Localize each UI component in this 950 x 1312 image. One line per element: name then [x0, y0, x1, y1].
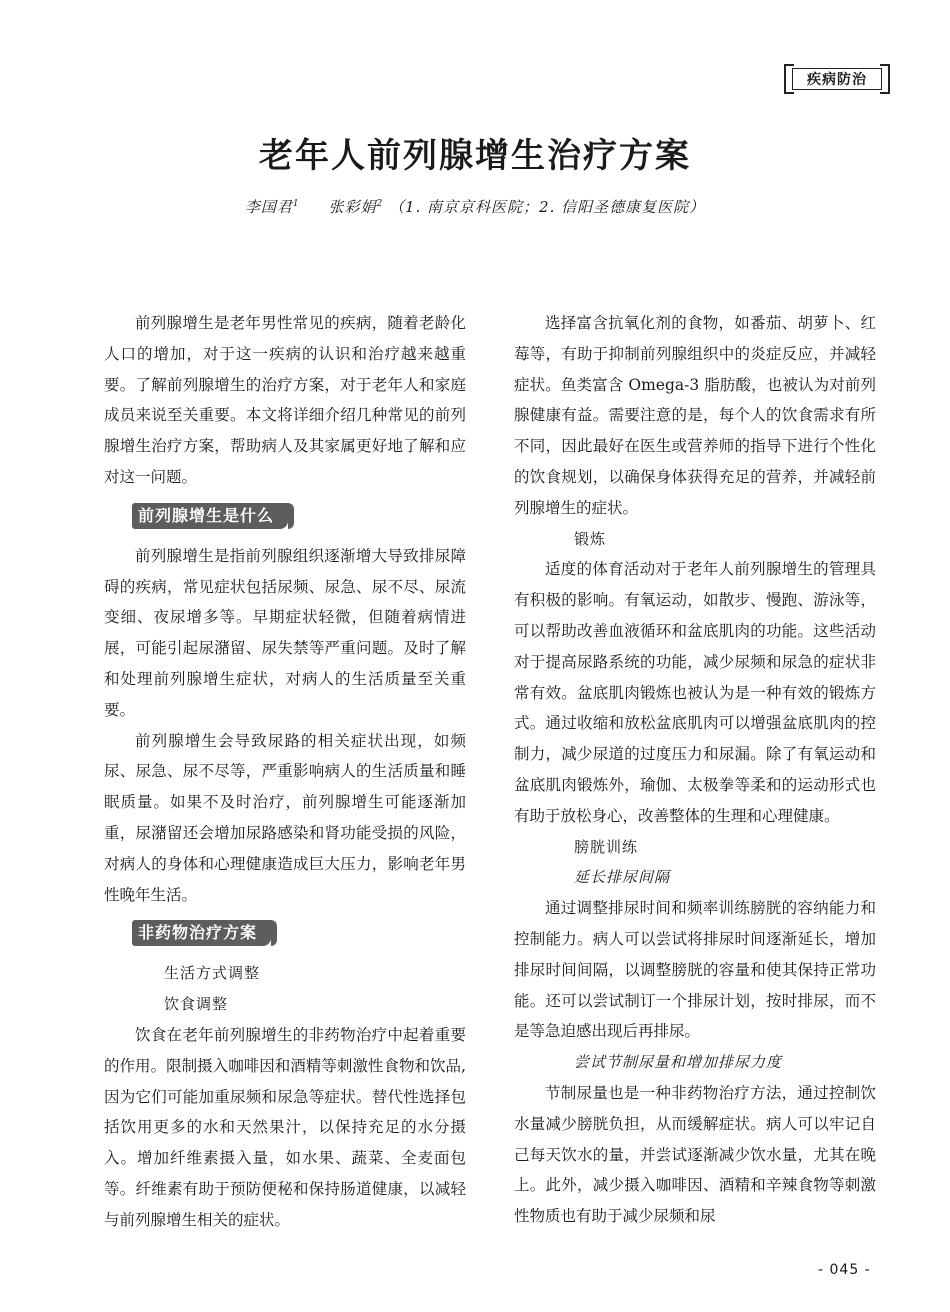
- left-column: [104, 308, 466, 1236]
- page-number: - 045 -: [818, 1262, 871, 1278]
- author-1: 李国君: [244, 198, 293, 216]
- subheading-diet: 饮食调整: [164, 995, 229, 1014]
- author-2-sup: 2: [376, 199, 384, 209]
- section-heading-what-is: 前列腺增生是什么: [132, 503, 288, 529]
- paragraph: 饮食在老年前列腺增生的非药物治疗中起着重要的作用。限制摄入咖啡因和酒精等刺激性食物和饮品,因为它们可能加重尿频和尿急等症状。替代性选择包括饮用更多的水和天然果汁，以保持充足的水分摄入。增加纤维素摄入量，如水果、蔬菜、全麦面包等。纤维素有助于预防便秘和保持肠道健康，以减轻与前列腺增生相关的症状。: [104, 1025, 466, 1229]
- author-line: [0, 196, 950, 217]
- subheading-exercise: 锻炼: [574, 529, 607, 548]
- subheading-extend-interval: 延长排尿间隔: [574, 868, 671, 887]
- paragraph: 前列腺增生会导致尿路的相关症状出现，如频尿、尿急、尿不尽等，严重影响病人的生活质量和睡眠质量。如果不及时治疗，前列腺增生可能逐渐加重，尿潴留还会增加尿路感染和肾功能受损的风险，对病人的身体和心理健康造成巨大压力，影响老年男性晚年生活。: [104, 731, 466, 904]
- subheading-control-urine: 尝试节制尿量和增加排尿力度: [574, 1053, 783, 1072]
- paragraph: 适度的体育活动对于老年人前列腺增生的管理具有积极的影响。有氧运动，如散步、慢跑、游泳等，可以帮助改善血液循环和盆底肌肉的功能。这些活动对于提高尿路系统的功能，减少尿频和尿急的症状非常有效。盆底肌肉锻炼也被认为是一种有效的锻炼方式。通过收缩和放松盆底肌肉可以增强盆底肌肉的控制力，减少尿道的过度压力和尿漏。除了有氧运动和盆底肌肉锻炼外，瑜伽、太极拳等柔和的运动形式也有助于放松身心，改善整体的生理和心理健康。: [514, 560, 876, 825]
- paragraph: 前列腺增生是指前列腺组织逐渐增大导致排尿障碍的疾病，常见症状包括尿频、尿急、尿不尽、尿流变细、夜尿增多等。早期症状轻微，但随着病情进展，可能引起尿潴留、尿失禁等严重问题。及时了解和处理前列腺增生症状，对病人的生活质量至关重要。: [104, 546, 466, 719]
- subheading-lifestyle: 生活方式调整: [164, 964, 261, 983]
- section-heading-non-drug: 非药物治疗方案: [132, 920, 271, 946]
- article-title: 老年人前列腺增生治疗方案: [259, 136, 691, 176]
- affiliations: （1. 南京京科医院；2. 信阳圣德康复医院）: [388, 198, 706, 216]
- subheading-bladder-training: 膀胱训练: [574, 837, 639, 856]
- paragraph: 选择富含抗氧化剂的食物，如番茄、胡萝卜、红莓等，有助于抑制前列腺组织中的炎症反应，并减轻症状。鱼类富含 Omega-3 脂肪酸，也被认为对前列腺健康有益。需要注意的是，每个人的饮食需求有所不同，因此最好在医生或营养师的指导下进行个性化的饮食规划，以确保身体获得充足的营养，并减轻前列腺增生的症状。: [514, 314, 876, 517]
- author-1-sup: 1: [292, 199, 300, 209]
- paragraph: 节制尿量也是一种非药物治疗方法，通过控制饮水量减少膀胱负担，从而缓解症状。病人可以牢记自己每天饮水的量，并尝试逐渐减少饮水量，尤其在晚上。此外，减少摄入咖啡因、酒精和辛辣食物等刺激性物质也有助于减少尿频和尿: [514, 1083, 876, 1226]
- intro-paragraph: 前列腺增生是老年男性常见的疾病，随着老龄化人口的增加，对于这一疾病的认识和治疗越来越重要。了解前列腺增生的治疗方案，对于老年人和家庭成员来说至关重要。本文将详细介绍几种常见的前列腺增生治疗方案，帮助病人及其家属更好地了解和应对这一问题。: [104, 314, 466, 486]
- section-tag-label: 疾病防治: [792, 68, 882, 90]
- right-column: [514, 308, 876, 1232]
- author-2: 张彩娟: [328, 198, 377, 216]
- paragraph: 通过调整排尿时间和频率训练膀胱的容纳能力和控制能力。病人可以尝试将排尿时间逐渐延长，增加排尿时间间隔，以调整膀胱的容量和使其保持正常功能。还可以尝试制订一个排尿计划，按时排尿，而不是等急迫感出现后再排尿。: [514, 899, 876, 1041]
- bracket-right-decoration: [880, 64, 890, 94]
- section-tag: [784, 64, 890, 94]
